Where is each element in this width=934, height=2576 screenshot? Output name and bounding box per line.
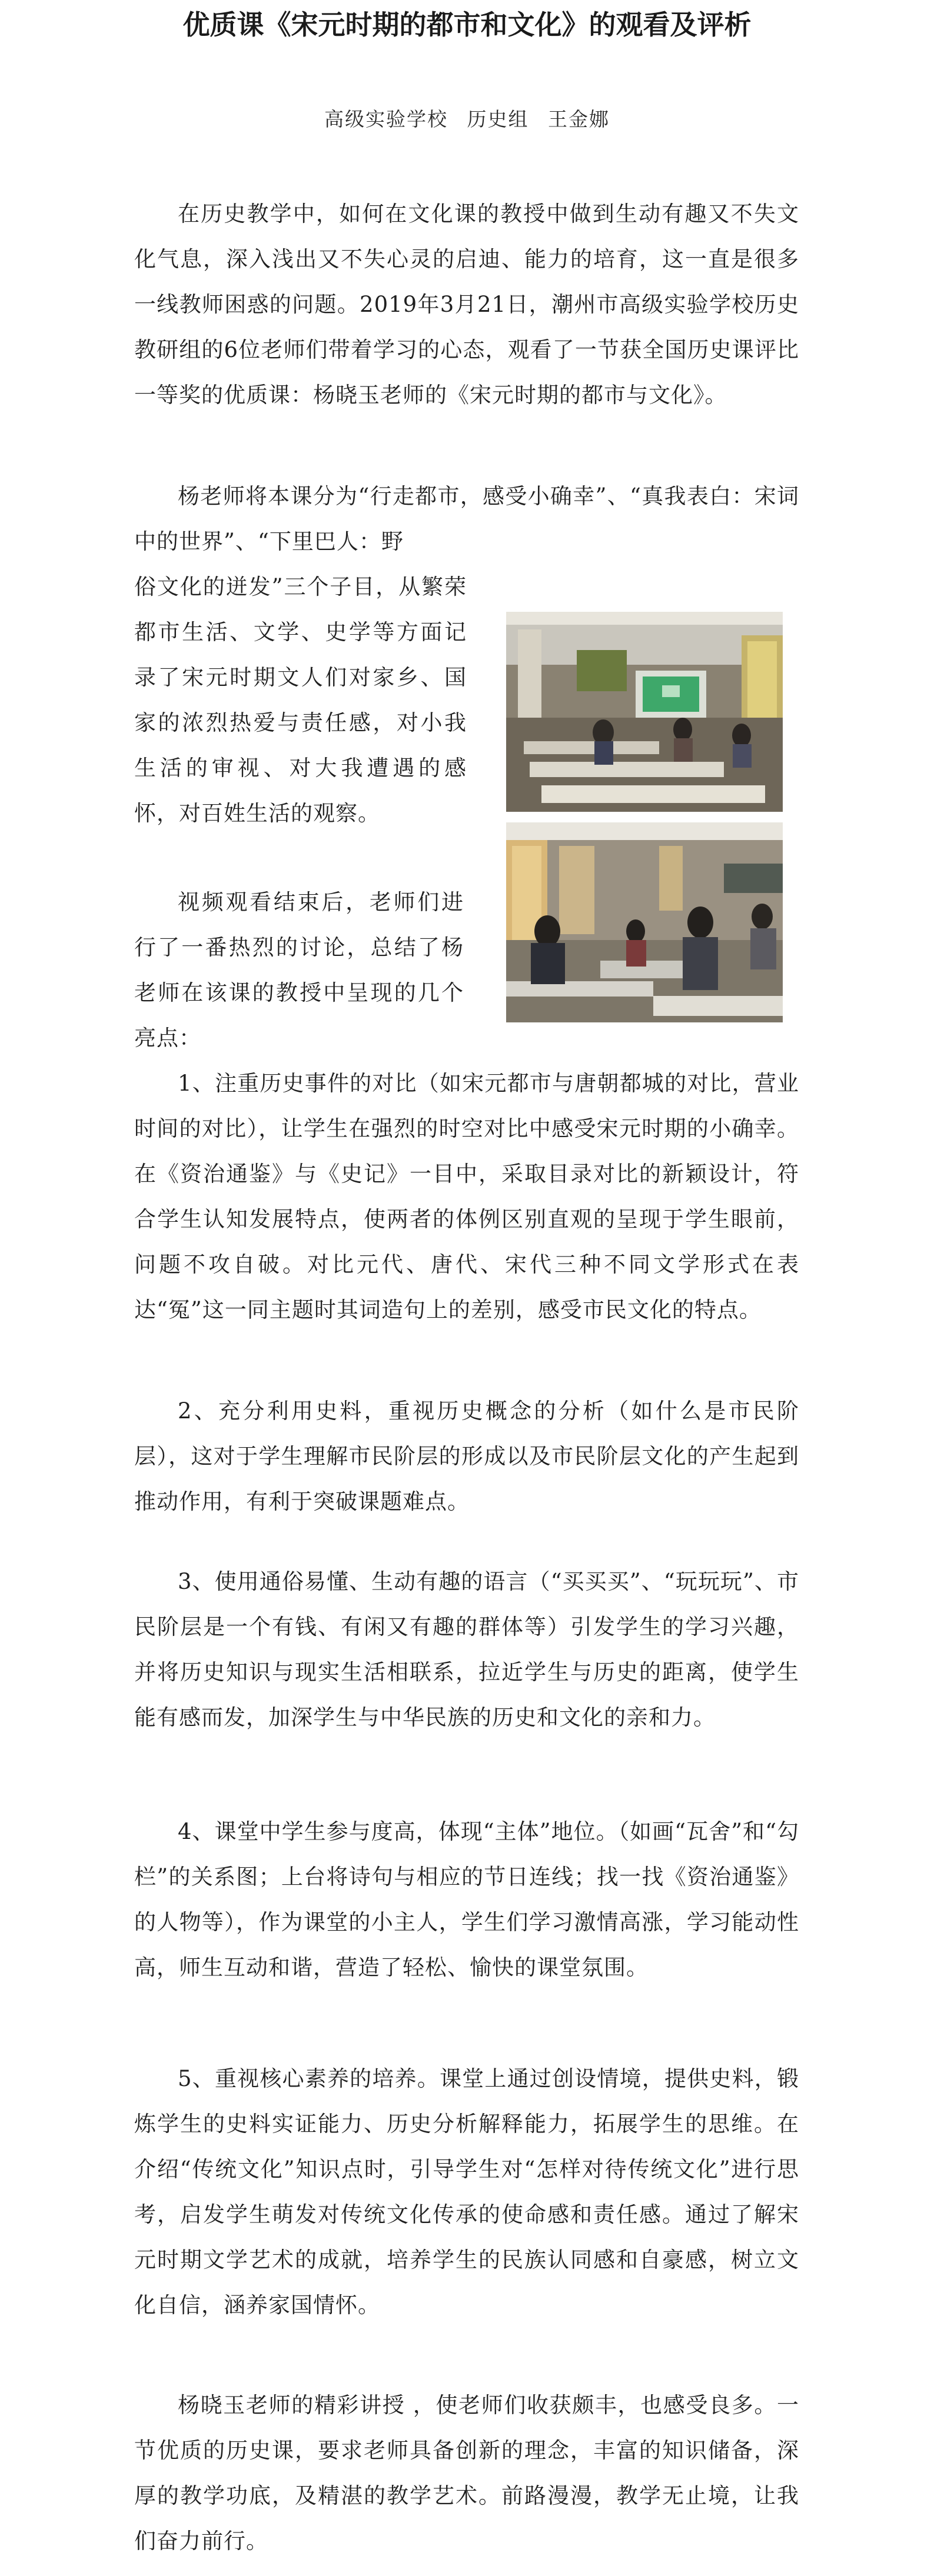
paragraph-point-4: 4、课堂中学生参与度高，体现“主体”地位。（如画“瓦舍”和“勾栏”的关系图；上台将诗句与相应的节日连线；找一找《资治通鉴》的人物等），作为课堂的小主人，学生们学习激情高涨，学习能动性高，师生互动和谐，营造了轻松、愉快的课堂氛围。 [134, 1819, 799, 1980]
paragraph-structure-lead: 杨老师将本课分为“行走都市，感受小确幸”、“真我表白：宋词中的世界”、“下里巴人：野 [134, 484, 799, 554]
classroom-teachers-image [506, 822, 783, 1022]
paragraph-point-3: 3、使用通俗易懂、生动有趣的语言（“买买买”、“玩玩玩”、市民阶层是一个有钱、有闲又有趣的群体等）引发学生的学习兴趣，并将历史知识与现实生活相联系，拉近学生与历史的距离，使学生能有感而发，加深学生与中华民族的历史和文化的亲和力。 [134, 1569, 799, 1730]
byline [0, 105, 934, 134]
body-block-intro [134, 191, 799, 418]
paragraph-point-1: 1、注重历史事件的对比（如宋元都市与唐朝都城的对比，营业时间的对比），让学生在强烈的时空对比中感受宋元时期的小确幸。在《资治通鉴》与《史记》一目中，采取目录对比的新颖设计，符合学生认知发展特点，使两者的体例区别直观的呈现于学生眼前，问题不攻自破。对比元代、唐代、宋代三种不同文学形式在表达“冤”这一同主题时其词造句上的差别，感受市民文化的特点。 [134, 1071, 799, 1322]
body-block-conclusion [134, 2382, 799, 2564]
classroom-projector-image [506, 612, 783, 812]
byline-author: 王金娜 [548, 108, 610, 131]
paragraph-point-5: 5、重视核心素养的培养。课堂上通过创设情境，提供史料，锻炼学生的史料实证能力、历史分析解释能力，拓展学生的思维。在介绍“传统文化”知识点时，引导学生对“怎样对待传统文化”进行思考，启发学生萌发对传统文化传承的使命感和责任感。通过了解宋元时期文学艺术的成就，培养学生的民族认同感和自豪感，树立文化自信，涵养家国情怀。 [134, 2066, 799, 2318]
paragraph-intro: 在历史教学中，如何在文化课的教授中做到生动有趣又不失文化气息，深入浅出又不失心灵的启迪、能力的培育，这一直是很多一线教师困惑的问题。2019年3月21日，潮州市高级实验学校历史教研组的6位老师们带着学习的心态，观看了一节获全国历史课评比一等奖的优质课：杨晓玉老师的《宋元时期的都市与文化》。 [134, 201, 799, 408]
body-block-discussion [134, 879, 464, 1061]
article-title: 优质课《宋元时期的都市和文化》的观看及评析 [182, 9, 752, 41]
paragraph-discussion: 视频观看结束后，老师们进行了一番热烈的讨论，总结了杨老师在该课的教授中呈现的几个亮点： [134, 889, 464, 1051]
classroom-teachers-photo [506, 822, 783, 1022]
classroom-projector-photo [506, 612, 783, 812]
byline-group: 历史组 [467, 108, 529, 131]
body-block-point-4 [134, 1809, 799, 1990]
paragraph-conclusion: 杨晓玉老师的精彩讲授 ，使老师们收获颇丰，也感受良多。一节优质的历史课，要求老师具备创新的理念，丰富的知识储备，深厚的教学功底，及精湛的教学艺术。前路漫漫，教学无止境，让我们奋力前行。 [134, 2392, 799, 2554]
byline-school: 高级实验学校 [324, 108, 448, 131]
body-block-point-5 [134, 2056, 799, 2328]
body-block-point-3 [134, 1559, 799, 1740]
paragraph-point-2: 2、充分利用史料，重视历史概念的分析（如什么是市民阶层），这对于学生理解市民阶层的形成以及市民阶层文化的产生起到推动作用，有利于突破课题难点。 [134, 1398, 799, 1514]
paragraph-structure-wrap: 俗文化的迸发”三个子目，从繁荣都市生活、文学、史学等方面记录了宋元时期文人们对家乡、国家的浓烈热爱与责任感，对小我生活的审视、对大我遭遇的感怀，对百姓生活的观察。 [134, 574, 467, 826]
body-block-point-1 [134, 1061, 799, 1332]
body-block-point-2 [134, 1388, 799, 1524]
